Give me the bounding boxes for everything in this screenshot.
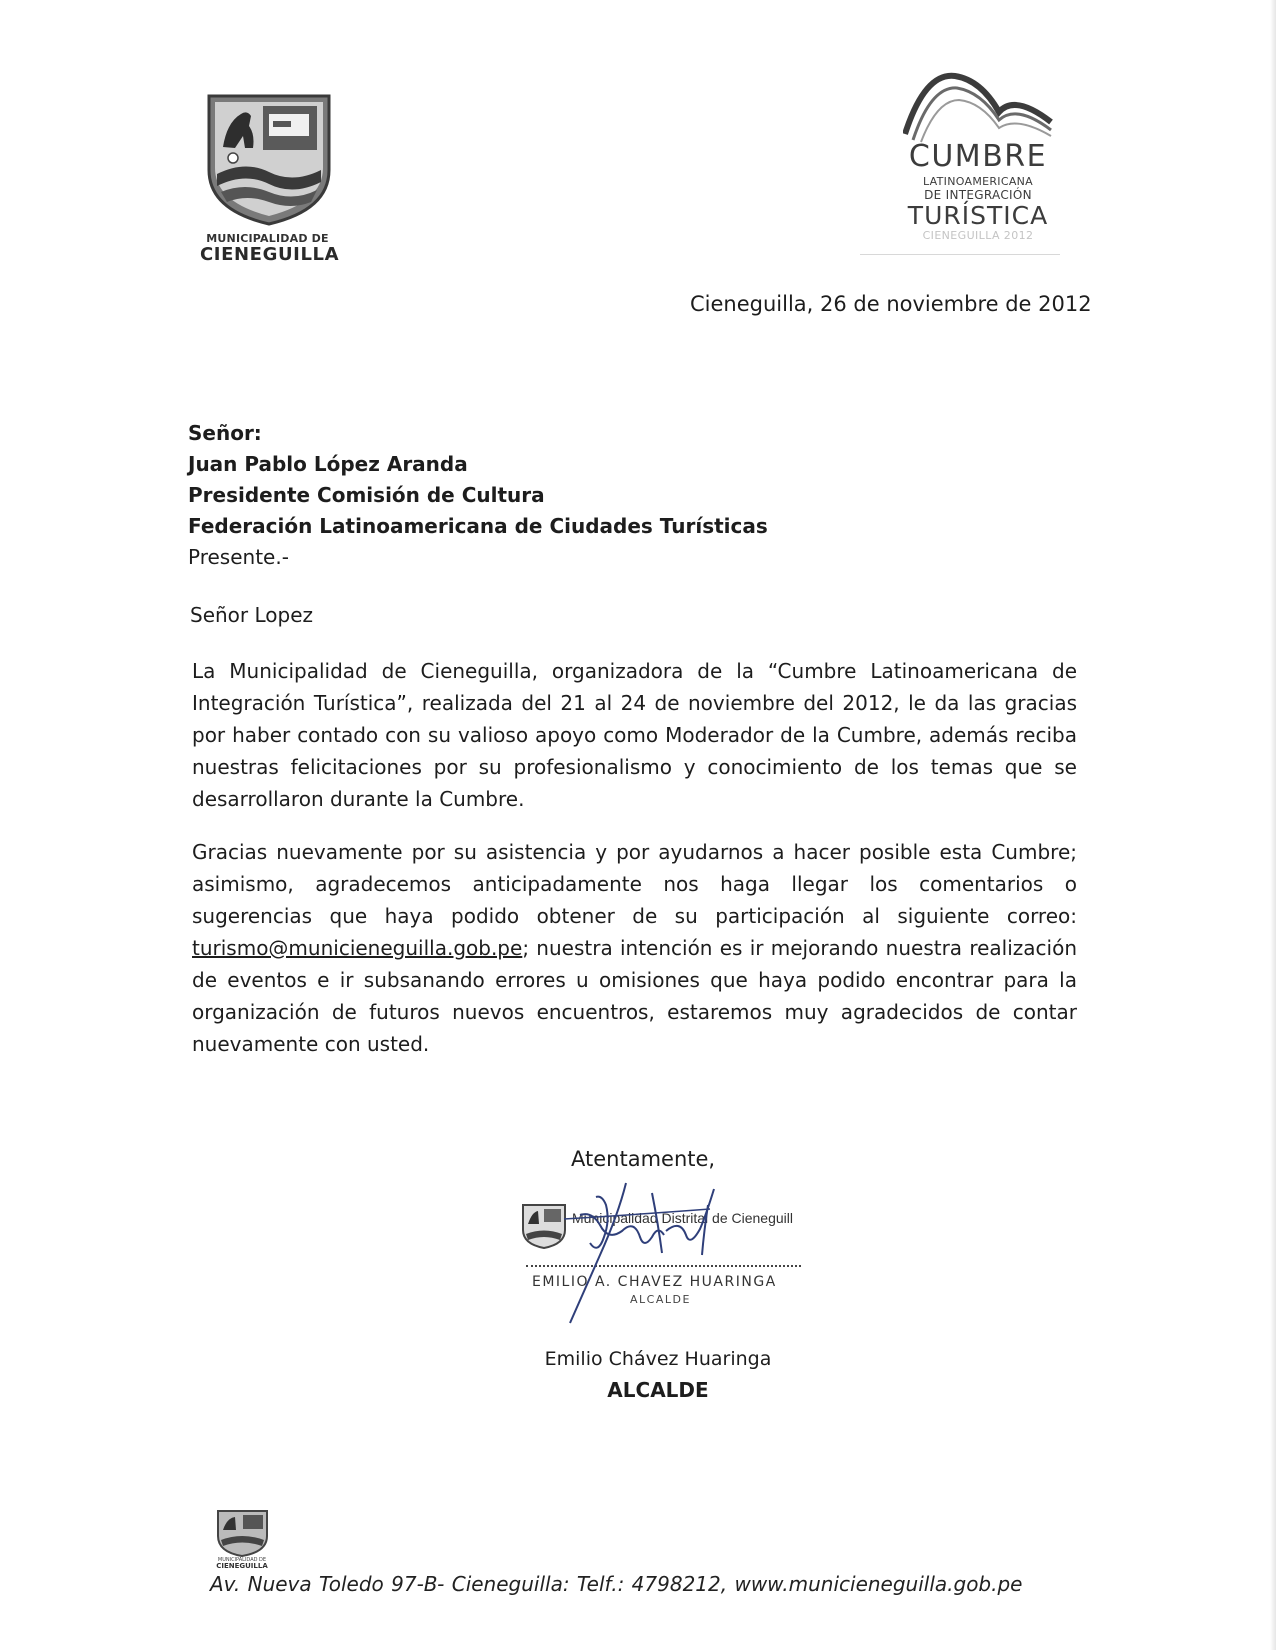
paragraph-2-rest: ; nuestra intención es ir mejorando nuestra realización de eventos e ir subsanando errores u omisiones que haya podido encontrar para la organización de futuros nuevos encuentros, estaremos muy agradecidos de contar nuevamente con usted. [192,936,1077,1056]
footer-crest-label-line1: MUNICIPALIDAD DE [217,1557,267,1563]
municipality-label [200,232,340,265]
letter-closing: Atentamente, [571,1147,716,1171]
recipient-position: Presidente Comisión de Cultura [188,483,545,507]
signer-block [538,1348,778,1402]
recipient-organization: Federación Latinoamericana de Ciudades Turísticas [188,514,768,538]
municipality-label-line1: MUNICIPALIDAD DE [206,232,329,245]
recipient-block [188,418,768,573]
cumbre-rule [860,254,1060,255]
cumbre-logo-line4: TURÍSTICA [907,201,1049,230]
stamp-title: ALCALDE [630,1293,691,1306]
footer-crest-label-line2: CIENEGUILLA [216,1562,268,1570]
letter-date: Cieneguilla, 26 de noviembre de 2012 [690,292,1092,316]
cumbre-logo-line1: CUMBRE [908,139,1048,174]
paragraph-2-intro: Gracias nuevamente por su asistencia y por ayudarnos a hacer posible esta Cumbre; asimismo, agradecemos anticipadamente nos haga llegar los comentarios o sugerencias que haya podido obtener de su participación al siguiente correo: [192,840,1077,928]
municipality-crest-icon [205,92,333,227]
letter-greeting: Señor Lopez [190,603,314,627]
stamp-name: EMILIO A. CHAVEZ HUARINGA [532,1274,777,1290]
footer-address: Av. Nueva Toledo 97-B- Cieneguilla: Telf.: 4798212, www.municieneguilla.gob.pe [210,1572,1023,1596]
email-link[interactable]: turismo@municieneguilla.gob.pe [192,936,523,960]
recipient-present: Presente.- [188,545,289,569]
letter-paragraph-2 [192,836,1077,1060]
footer-crest-icon [215,1508,270,1558]
letter-paragraph-1: La Municipalidad de Cieneguilla, organizadora de la “Cumbre Latinoamericana de Integración Turística”, realizada del 21 al 24 de noviembre del 2012, le da las gracias por haber contado con su valioso apoyo como Moderador de la Cumbre, además reciba nuestras felicitaciones por su profesionalismo y conocimiento de los temas que se desarrollaron durante la Cumbre. [192,659,1077,811]
cumbre-logo-line2: LATINOAMERICANA [922,175,1034,188]
footer-crest-label [206,1558,278,1570]
municipality-label-line2: CIENEGUILLA [200,244,340,265]
handwritten-signature [540,1175,770,1335]
recipient-name: Juan Pablo López Aranda [188,452,468,476]
signer-name: Emilio Chávez Huaringa [544,1348,772,1370]
recipient-salutation: Señor: [188,421,262,445]
signer-role: ALCALDE [607,1378,709,1402]
stamp-organization: Municipalidad Distrital de Cieneguill [572,1210,793,1226]
scan-edge [1270,0,1276,1650]
cumbre-logo-line5: CIENEGUILLA 2012 [922,229,1034,242]
cumbre-mountain-icon [903,64,1053,144]
cumbre-logo-line3: DE INTEGRACIÓN [924,188,1032,202]
cumbre-logo [898,139,1058,242]
